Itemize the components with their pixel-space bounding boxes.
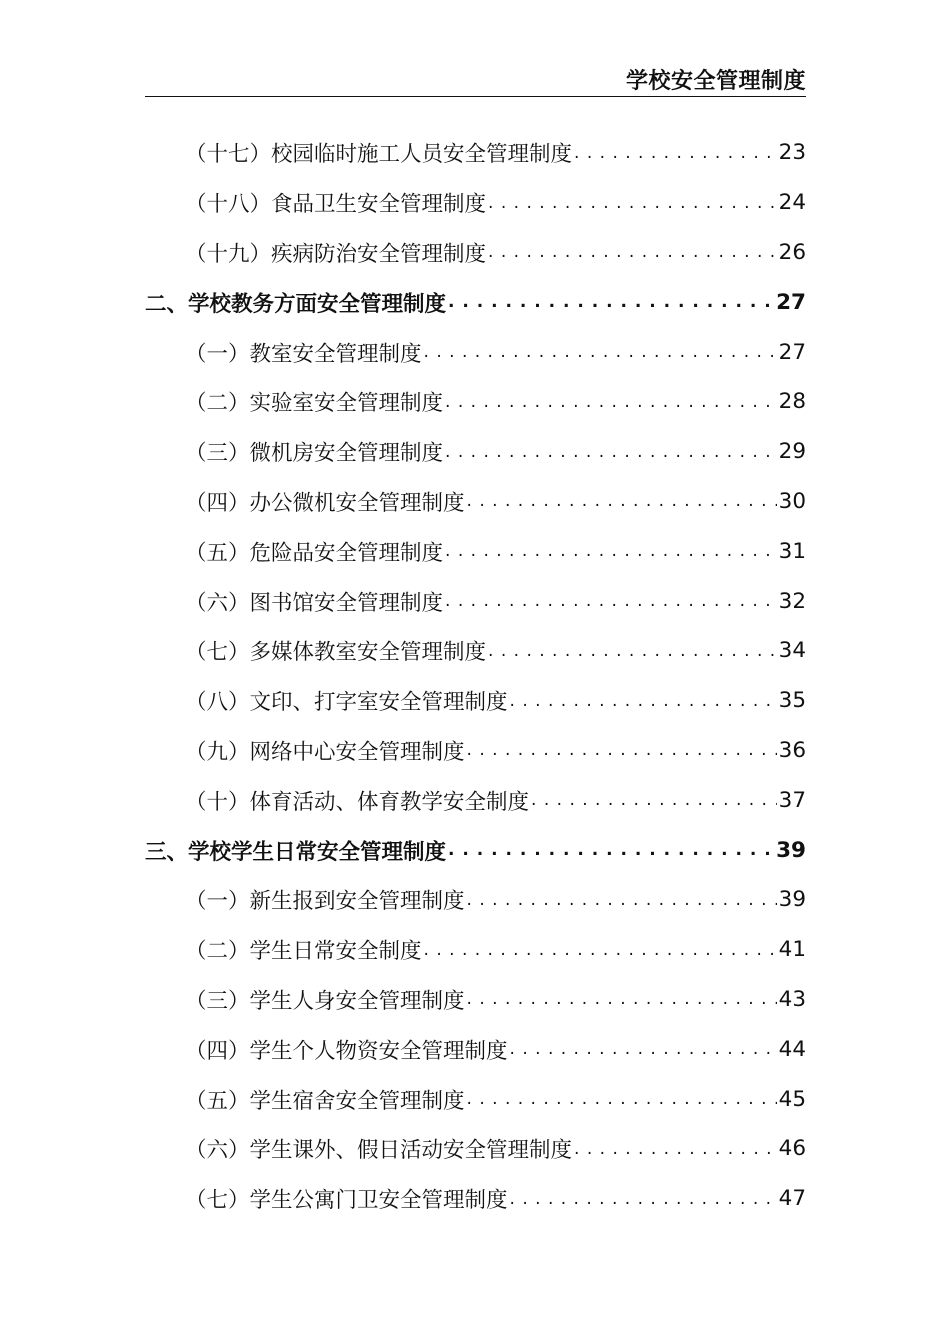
toc-page-number: 24 — [778, 190, 806, 216]
toc-subsection-entry[interactable] — [145, 377, 806, 427]
toc-dot-leader — [488, 191, 777, 215]
toc-dot-leader — [424, 340, 777, 364]
toc-entry-title: （四）学生个人物资安全管理制度 — [185, 1038, 508, 1064]
toc-page-number: 28 — [778, 389, 806, 415]
toc-entry-title: （二）学生日常安全制度 — [185, 939, 422, 965]
toc-dot-leader — [445, 440, 777, 464]
toc-subsection-entry[interactable] — [145, 875, 806, 925]
toc-subsection-entry[interactable] — [145, 128, 806, 178]
toc-subsection-entry[interactable] — [145, 477, 806, 527]
toc-dot-leader — [445, 390, 777, 414]
toc-dot-leader — [488, 639, 777, 663]
toc-entry-title: （五）危险品安全管理制度 — [185, 540, 444, 566]
toc-page-number: 37 — [778, 787, 806, 813]
toc-page-number: 32 — [778, 588, 806, 614]
toc-entry-title: （九）网络中心安全管理制度 — [185, 739, 465, 765]
toc-entry-title: 二、学校教务方面安全管理制度 — [145, 291, 447, 317]
toc-entry-title: （十七）校园临时施工人员安全管理制度 — [185, 142, 573, 168]
toc-entry-title: 三、学校学生日常安全管理制度 — [145, 839, 447, 865]
toc-page-number: 29 — [778, 439, 806, 465]
toc-subsection-entry[interactable] — [145, 626, 806, 676]
toc-dot-leader — [467, 1087, 777, 1111]
toc-dot-leader — [510, 1037, 777, 1061]
table-of-contents — [145, 128, 806, 1224]
toc-subsection-entry[interactable] — [145, 975, 806, 1025]
toc-page-number: 47 — [778, 1186, 806, 1212]
toc-subsection-entry[interactable] — [145, 726, 806, 776]
toc-dot-leader — [510, 1187, 777, 1211]
toc-entry-title: （四）办公微机安全管理制度 — [185, 490, 465, 516]
toc-subsection-entry[interactable] — [145, 427, 806, 477]
toc-entry-title: （二）实验室安全管理制度 — [185, 391, 444, 417]
toc-subsection-entry[interactable] — [145, 178, 806, 228]
toc-subsection-entry[interactable] — [145, 775, 806, 825]
toc-section-entry[interactable] — [145, 825, 806, 875]
toc-page-number: 44 — [778, 1036, 806, 1062]
toc-subsection-entry[interactable] — [145, 526, 806, 576]
toc-entry-title: （一）教室安全管理制度 — [185, 341, 422, 367]
toc-dot-leader — [467, 489, 777, 513]
toc-entry-title: （十九）疾病防治安全管理制度 — [185, 241, 487, 267]
toc-page-number: 27 — [778, 339, 806, 365]
toc-page-number: 27 — [776, 289, 806, 315]
toc-entry-title: （一）新生报到安全管理制度 — [185, 889, 465, 915]
toc-page-number: 23 — [778, 140, 806, 166]
toc-page-number: 36 — [778, 737, 806, 763]
toc-dot-leader — [467, 888, 777, 912]
toc-page-number: 26 — [778, 239, 806, 265]
toc-page-number: 31 — [778, 538, 806, 564]
toc-dot-leader — [424, 938, 777, 962]
toc-dot-leader — [467, 987, 777, 1011]
toc-section-entry[interactable] — [145, 277, 806, 327]
toc-subsection-entry[interactable] — [145, 228, 806, 278]
header-title: 学校安全管理制度 — [625, 69, 806, 94]
toc-page-number: 39 — [776, 837, 806, 863]
toc-page-number: 43 — [778, 986, 806, 1012]
toc-dot-leader — [445, 539, 777, 563]
toc-dot-leader — [448, 290, 774, 314]
toc-dot-leader — [531, 788, 777, 812]
toc-subsection-entry[interactable] — [145, 1074, 806, 1124]
toc-entry-title: （十八）食品卫生安全管理制度 — [185, 192, 487, 218]
toc-entry-title: （五）学生宿舍安全管理制度 — [185, 1088, 465, 1114]
toc-subsection-entry[interactable] — [145, 327, 806, 377]
toc-page-number: 41 — [778, 937, 806, 963]
toc-entry-title: （七）学生公寓门卫安全管理制度 — [185, 1188, 508, 1214]
toc-subsection-entry[interactable] — [145, 1124, 806, 1174]
toc-page-number: 34 — [778, 638, 806, 664]
toc-page-number: 46 — [778, 1136, 806, 1162]
toc-dot-leader — [445, 589, 777, 613]
toc-dot-leader — [574, 1137, 777, 1161]
toc-dot-leader — [488, 240, 777, 264]
toc-page-number: 30 — [778, 488, 806, 514]
toc-subsection-entry[interactable] — [145, 1174, 806, 1224]
toc-entry-title: （三）微机房安全管理制度 — [185, 441, 444, 467]
toc-dot-leader — [574, 141, 777, 165]
page-header — [145, 62, 806, 97]
toc-subsection-entry[interactable] — [145, 676, 806, 726]
toc-subsection-entry[interactable] — [145, 1024, 806, 1074]
toc-entry-title: （三）学生人身安全管理制度 — [185, 988, 465, 1014]
toc-entry-title: （六）图书馆安全管理制度 — [185, 590, 444, 616]
toc-dot-leader — [510, 689, 777, 713]
toc-page-number: 39 — [778, 887, 806, 913]
toc-subsection-entry[interactable] — [145, 576, 806, 626]
toc-page-number: 45 — [778, 1086, 806, 1112]
toc-entry-title: （八）文印、打字室安全管理制度 — [185, 690, 508, 716]
toc-subsection-entry[interactable] — [145, 925, 806, 975]
toc-entry-title: （六）学生课外、假日活动安全管理制度 — [185, 1138, 573, 1164]
toc-dot-leader — [467, 738, 777, 762]
toc-entry-title: （十）体育活动、体育教学安全制度 — [185, 789, 530, 815]
toc-dot-leader — [448, 838, 774, 862]
toc-entry-title: （七）多媒体教室安全管理制度 — [185, 640, 487, 666]
toc-page-number: 35 — [778, 688, 806, 714]
